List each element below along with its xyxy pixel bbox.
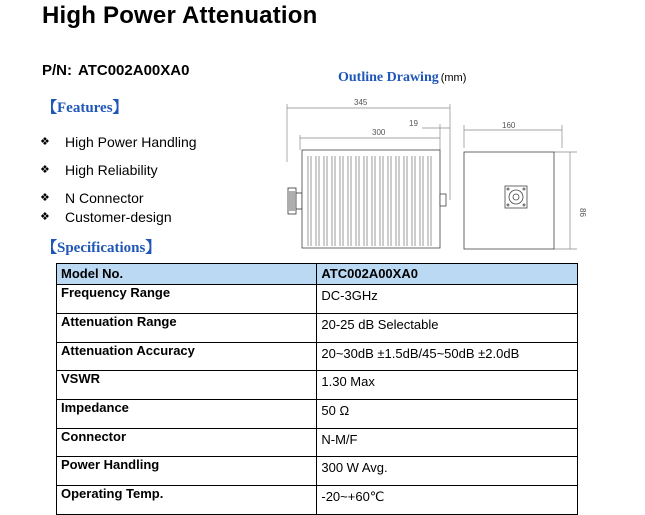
- spec-value: DC-3GHz: [317, 285, 578, 314]
- part-number-value: ATC002A00XA0: [78, 62, 190, 79]
- feature-text: N Connector: [65, 190, 144, 206]
- spec-label: Frequency Range: [57, 285, 317, 314]
- table-row: [57, 285, 578, 314]
- end-view-icon: [464, 152, 554, 249]
- dimension-flange: 19: [409, 119, 418, 128]
- features-heading: 【Features】: [42, 100, 128, 116]
- dimension-overall: 345: [354, 98, 368, 107]
- table-row: [57, 371, 578, 400]
- feature-item: [40, 189, 197, 208]
- diamond-bullet-icon: ❖: [40, 211, 50, 223]
- spec-label: Connector: [57, 429, 317, 457]
- outline-drawing: [272, 90, 592, 255]
- dimension-end-width: 160: [502, 121, 516, 130]
- page-title: High Power Attenuation: [42, 2, 318, 29]
- diamond-bullet-icon: ❖: [40, 192, 50, 204]
- spec-value: 300 W Avg.: [317, 457, 578, 486]
- spec-value: 20~30dB ±1.5dB/45~50dB ±2.0dB: [317, 343, 578, 371]
- table-row: [57, 314, 578, 343]
- heatsink-body-icon: [302, 150, 446, 248]
- spec-label: Impedance: [57, 400, 317, 429]
- features-list: [40, 133, 197, 227]
- spec-label: Operating Temp.: [57, 486, 317, 515]
- dimension-height: 86: [578, 208, 587, 217]
- spec-label: Power Handling: [57, 457, 317, 486]
- table-row: [57, 400, 578, 429]
- outline-drawing-unit: (mm): [440, 72, 467, 84]
- feature-item: [40, 208, 197, 227]
- part-number-label: P/N:: [42, 62, 72, 79]
- spec-label: Attenuation Range: [57, 314, 317, 343]
- header-value: ATC002A00XA0: [317, 264, 578, 285]
- header-label: Model No.: [57, 264, 317, 285]
- feature-text: High Power Handling: [65, 134, 197, 150]
- table-row: [57, 429, 578, 457]
- outline-drawing-title: [338, 70, 466, 86]
- specifications-heading: 【Specifications】: [42, 240, 161, 256]
- dimension-body: 300: [372, 128, 386, 137]
- table-row: [57, 457, 578, 486]
- feature-item: [40, 133, 197, 152]
- diamond-bullet-icon: ❖: [40, 164, 50, 176]
- feature-text: Customer-design: [65, 209, 172, 225]
- specifications-table: [56, 263, 578, 515]
- diamond-bullet-icon: ❖: [40, 136, 50, 148]
- n-connector-icon: [288, 188, 302, 214]
- part-number: [42, 62, 189, 79]
- spec-value: N-M/F: [317, 429, 578, 457]
- table-header-row: [57, 264, 578, 285]
- feature-text: High Reliability: [65, 162, 158, 178]
- spec-value: 50 Ω: [317, 400, 578, 429]
- spec-value: -20~+60℃: [317, 486, 578, 515]
- spec-value: 1.30 Max: [317, 371, 578, 400]
- spec-value: 20-25 dB Selectable: [317, 314, 578, 343]
- outline-drawing-label: Outline Drawing: [338, 70, 439, 85]
- table-row: [57, 486, 578, 515]
- spec-label: Attenuation Accuracy: [57, 343, 317, 371]
- table-row: [57, 343, 578, 371]
- feature-item: [40, 161, 197, 180]
- spec-label: VSWR: [57, 371, 317, 400]
